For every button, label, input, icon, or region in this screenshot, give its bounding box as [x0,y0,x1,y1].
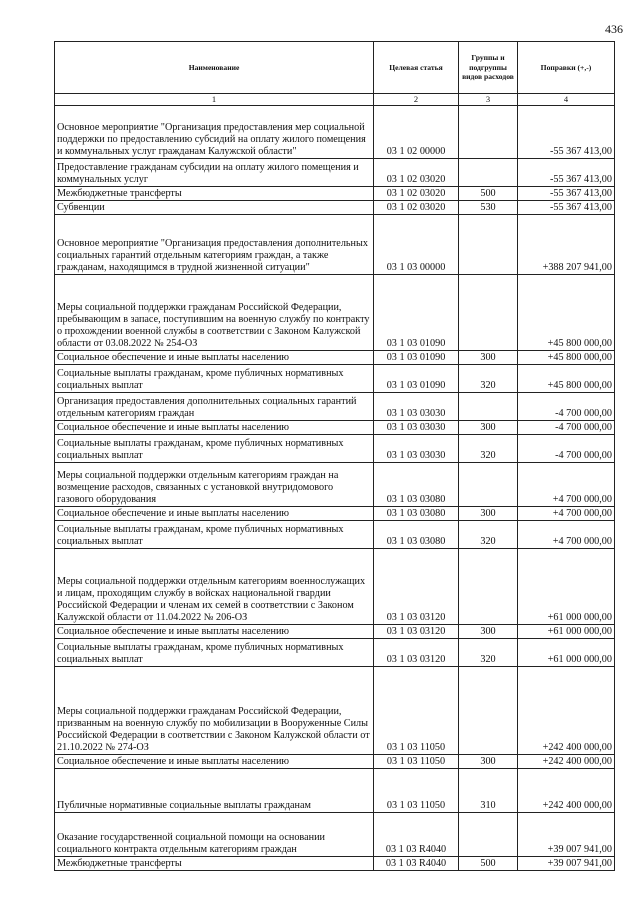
table-row [55,507,615,521]
column-number: 2 [374,94,459,106]
row-target-article: 03 1 03 R4040 [374,857,459,871]
row-target-article: 03 1 03 03080 [374,521,459,549]
row-name: Предоставление гражданам субсидии на оплату жилого помещения и коммунальных услуг [55,159,374,187]
header-name: Наименование [55,42,374,94]
row-target-article: 03 1 03 R4040 [374,813,459,857]
row-name: Оказание государственной социальной помощи на основании социального контракта отдельным категориям граждан [55,813,374,857]
table-row [55,106,615,159]
row-target-article: 03 1 03 03120 [374,625,459,639]
row-name: Социальное обеспечение и иные выплаты населению [55,421,374,435]
column-number: 4 [518,94,615,106]
row-target-article: 03 1 02 03020 [374,187,459,201]
row-name: Социальные выплаты гражданам, кроме публичных нормативных социальных выплат [55,365,374,393]
table-row [55,187,615,201]
row-target-article: 03 1 03 01090 [374,275,459,351]
row-amendment: +39 007 941,00 [518,813,615,857]
row-amendment: +388 207 941,00 [518,215,615,275]
row-target-article: 03 1 02 03020 [374,201,459,215]
row-expense-group [459,463,518,507]
row-expense-group: 320 [459,639,518,667]
row-name: Социальные выплаты гражданам, кроме публичных нормативных социальных выплат [55,639,374,667]
table-row [55,421,615,435]
column-number: 3 [459,94,518,106]
row-target-article: 03 1 02 00000 [374,106,459,159]
row-amendment: +242 400 000,00 [518,769,615,813]
row-expense-group: 530 [459,201,518,215]
row-expense-group [459,393,518,421]
table-body [55,106,615,871]
row-amendment: -4 700 000,00 [518,393,615,421]
row-expense-group: 320 [459,435,518,463]
table-row [55,813,615,857]
row-name: Основное мероприятие "Организация предоставления дополнительных социальных гарантий отдельным категориям граждан, а также гражданам, находящимся в трудной жизненной ситуации" [55,215,374,275]
row-amendment: +45 800 000,00 [518,365,615,393]
row-target-article: 03 1 03 01090 [374,351,459,365]
row-name: Публичные нормативные социальные выплаты гражданам [55,769,374,813]
row-amendment: -55 367 413,00 [518,201,615,215]
row-name: Социальные выплаты гражданам, кроме публичных нормативных социальных выплат [55,435,374,463]
row-expense-group: 320 [459,521,518,549]
row-expense-group [459,275,518,351]
row-expense-group: 300 [459,755,518,769]
row-amendment: +242 400 000,00 [518,667,615,755]
row-target-article: 03 1 03 11050 [374,755,459,769]
row-amendment: +61 000 000,00 [518,549,615,625]
row-expense-group: 500 [459,857,518,871]
row-target-article: 03 1 03 03030 [374,435,459,463]
row-name: Социальное обеспечение и иные выплаты населению [55,625,374,639]
row-target-article: 03 1 03 11050 [374,769,459,813]
table-row [55,755,615,769]
table-row [55,201,615,215]
row-amendment: +4 700 000,00 [518,507,615,521]
row-expense-group: 310 [459,769,518,813]
row-amendment: -4 700 000,00 [518,435,615,463]
row-name: Межбюджетные трансферты [55,857,374,871]
table-row [55,463,615,507]
column-number-row [55,94,615,106]
row-expense-group [459,106,518,159]
table-row [55,435,615,463]
row-amendment: +45 800 000,00 [518,275,615,351]
row-expense-group: 300 [459,421,518,435]
row-amendment: +61 000 000,00 [518,639,615,667]
row-name: Меры социальной поддержки отдельным категориям граждан на возмещение расходов, связанных с установкой внутридомового газового оборудования [55,463,374,507]
table-row [55,625,615,639]
table-row [55,521,615,549]
row-name: Меры социальной поддержки отдельным категориям военнослужащих и лицам, проходящим службу в войсках национальной гвардии Российской Федерации и членам их семей в соответствии с Законом Калужской области от 11.04.2022 № 206-ОЗ [55,549,374,625]
header-amendments: Поправки (+,-) [518,42,615,94]
table-row [55,667,615,755]
row-amendment: -55 367 413,00 [518,159,615,187]
row-target-article: 03 1 03 03080 [374,507,459,521]
row-name: Межбюджетные трансферты [55,187,374,201]
row-amendment: +45 800 000,00 [518,351,615,365]
row-target-article: 03 1 03 11050 [374,667,459,755]
row-target-article: 03 1 03 03120 [374,639,459,667]
row-name: Социальное обеспечение и иные выплаты населению [55,755,374,769]
row-expense-group [459,549,518,625]
row-amendment: -55 367 413,00 [518,187,615,201]
row-amendment: -4 700 000,00 [518,421,615,435]
row-name: Социальные выплаты гражданам, кроме публичных нормативных социальных выплат [55,521,374,549]
row-expense-group: 300 [459,351,518,365]
page-number: 436 [605,22,623,36]
row-target-article: 03 1 03 03030 [374,393,459,421]
table-row [55,549,615,625]
row-expense-group [459,667,518,755]
table-row [55,365,615,393]
row-target-article: 03 1 03 01090 [374,365,459,393]
row-target-article: 03 1 03 03120 [374,549,459,625]
table-row [55,275,615,351]
table-row [55,639,615,667]
table-row [55,351,615,365]
row-name: Субвенции [55,201,374,215]
row-target-article: 03 1 03 03080 [374,463,459,507]
row-amendment: -55 367 413,00 [518,106,615,159]
row-expense-group: 300 [459,507,518,521]
row-name: Меры социальной поддержки гражданам Российской Федерации, пребывающим в запасе, поступившим на военную службу по контракту о прохождении военной службы в соответствии с Законом Калужской области от 03.08.2022 № 254-ОЗ [55,275,374,351]
row-name: Социальное обеспечение и иные выплаты населению [55,507,374,521]
row-amendment: +61 000 000,00 [518,625,615,639]
row-target-article: 03 1 03 00000 [374,215,459,275]
row-expense-group: 500 [459,187,518,201]
column-number: 1 [55,94,374,106]
row-expense-group: 300 [459,625,518,639]
row-amendment: +242 400 000,00 [518,755,615,769]
row-amendment: +39 007 941,00 [518,857,615,871]
row-expense-group [459,215,518,275]
row-expense-group: 320 [459,365,518,393]
table-row [55,393,615,421]
row-name: Социальное обеспечение и иные выплаты населению [55,351,374,365]
row-name: Основное мероприятие "Организация предоставления мер социальной поддержки по предоставлению субсидий на оплату жилого помещения и коммунальных услуг гражданам Калужской области" [55,106,374,159]
header-target-article: Целевая статья [374,42,459,94]
row-amendment: +4 700 000,00 [518,463,615,507]
budget-amendments-table [54,41,615,871]
row-expense-group [459,813,518,857]
table-header-row [55,42,615,94]
row-target-article: 03 1 03 03030 [374,421,459,435]
row-amendment: +4 700 000,00 [518,521,615,549]
table-row [55,769,615,813]
table-row [55,159,615,187]
row-name: Организация предоставления дополнительных социальных гарантий отдельным категориям граждан [55,393,374,421]
row-expense-group [459,159,518,187]
table-row [55,857,615,871]
table-row [55,215,615,275]
row-target-article: 03 1 02 03020 [374,159,459,187]
header-expense-groups: Группы и подгруппы видов расходов [459,42,518,94]
row-name: Меры социальной поддержки гражданам Российской Федерации, призванным на военную службу по мобилизации в Вооруженные Силы Российской Федерации в соответствии с Законом Калужской области от 21.10.2022 № 274-ОЗ [55,667,374,755]
